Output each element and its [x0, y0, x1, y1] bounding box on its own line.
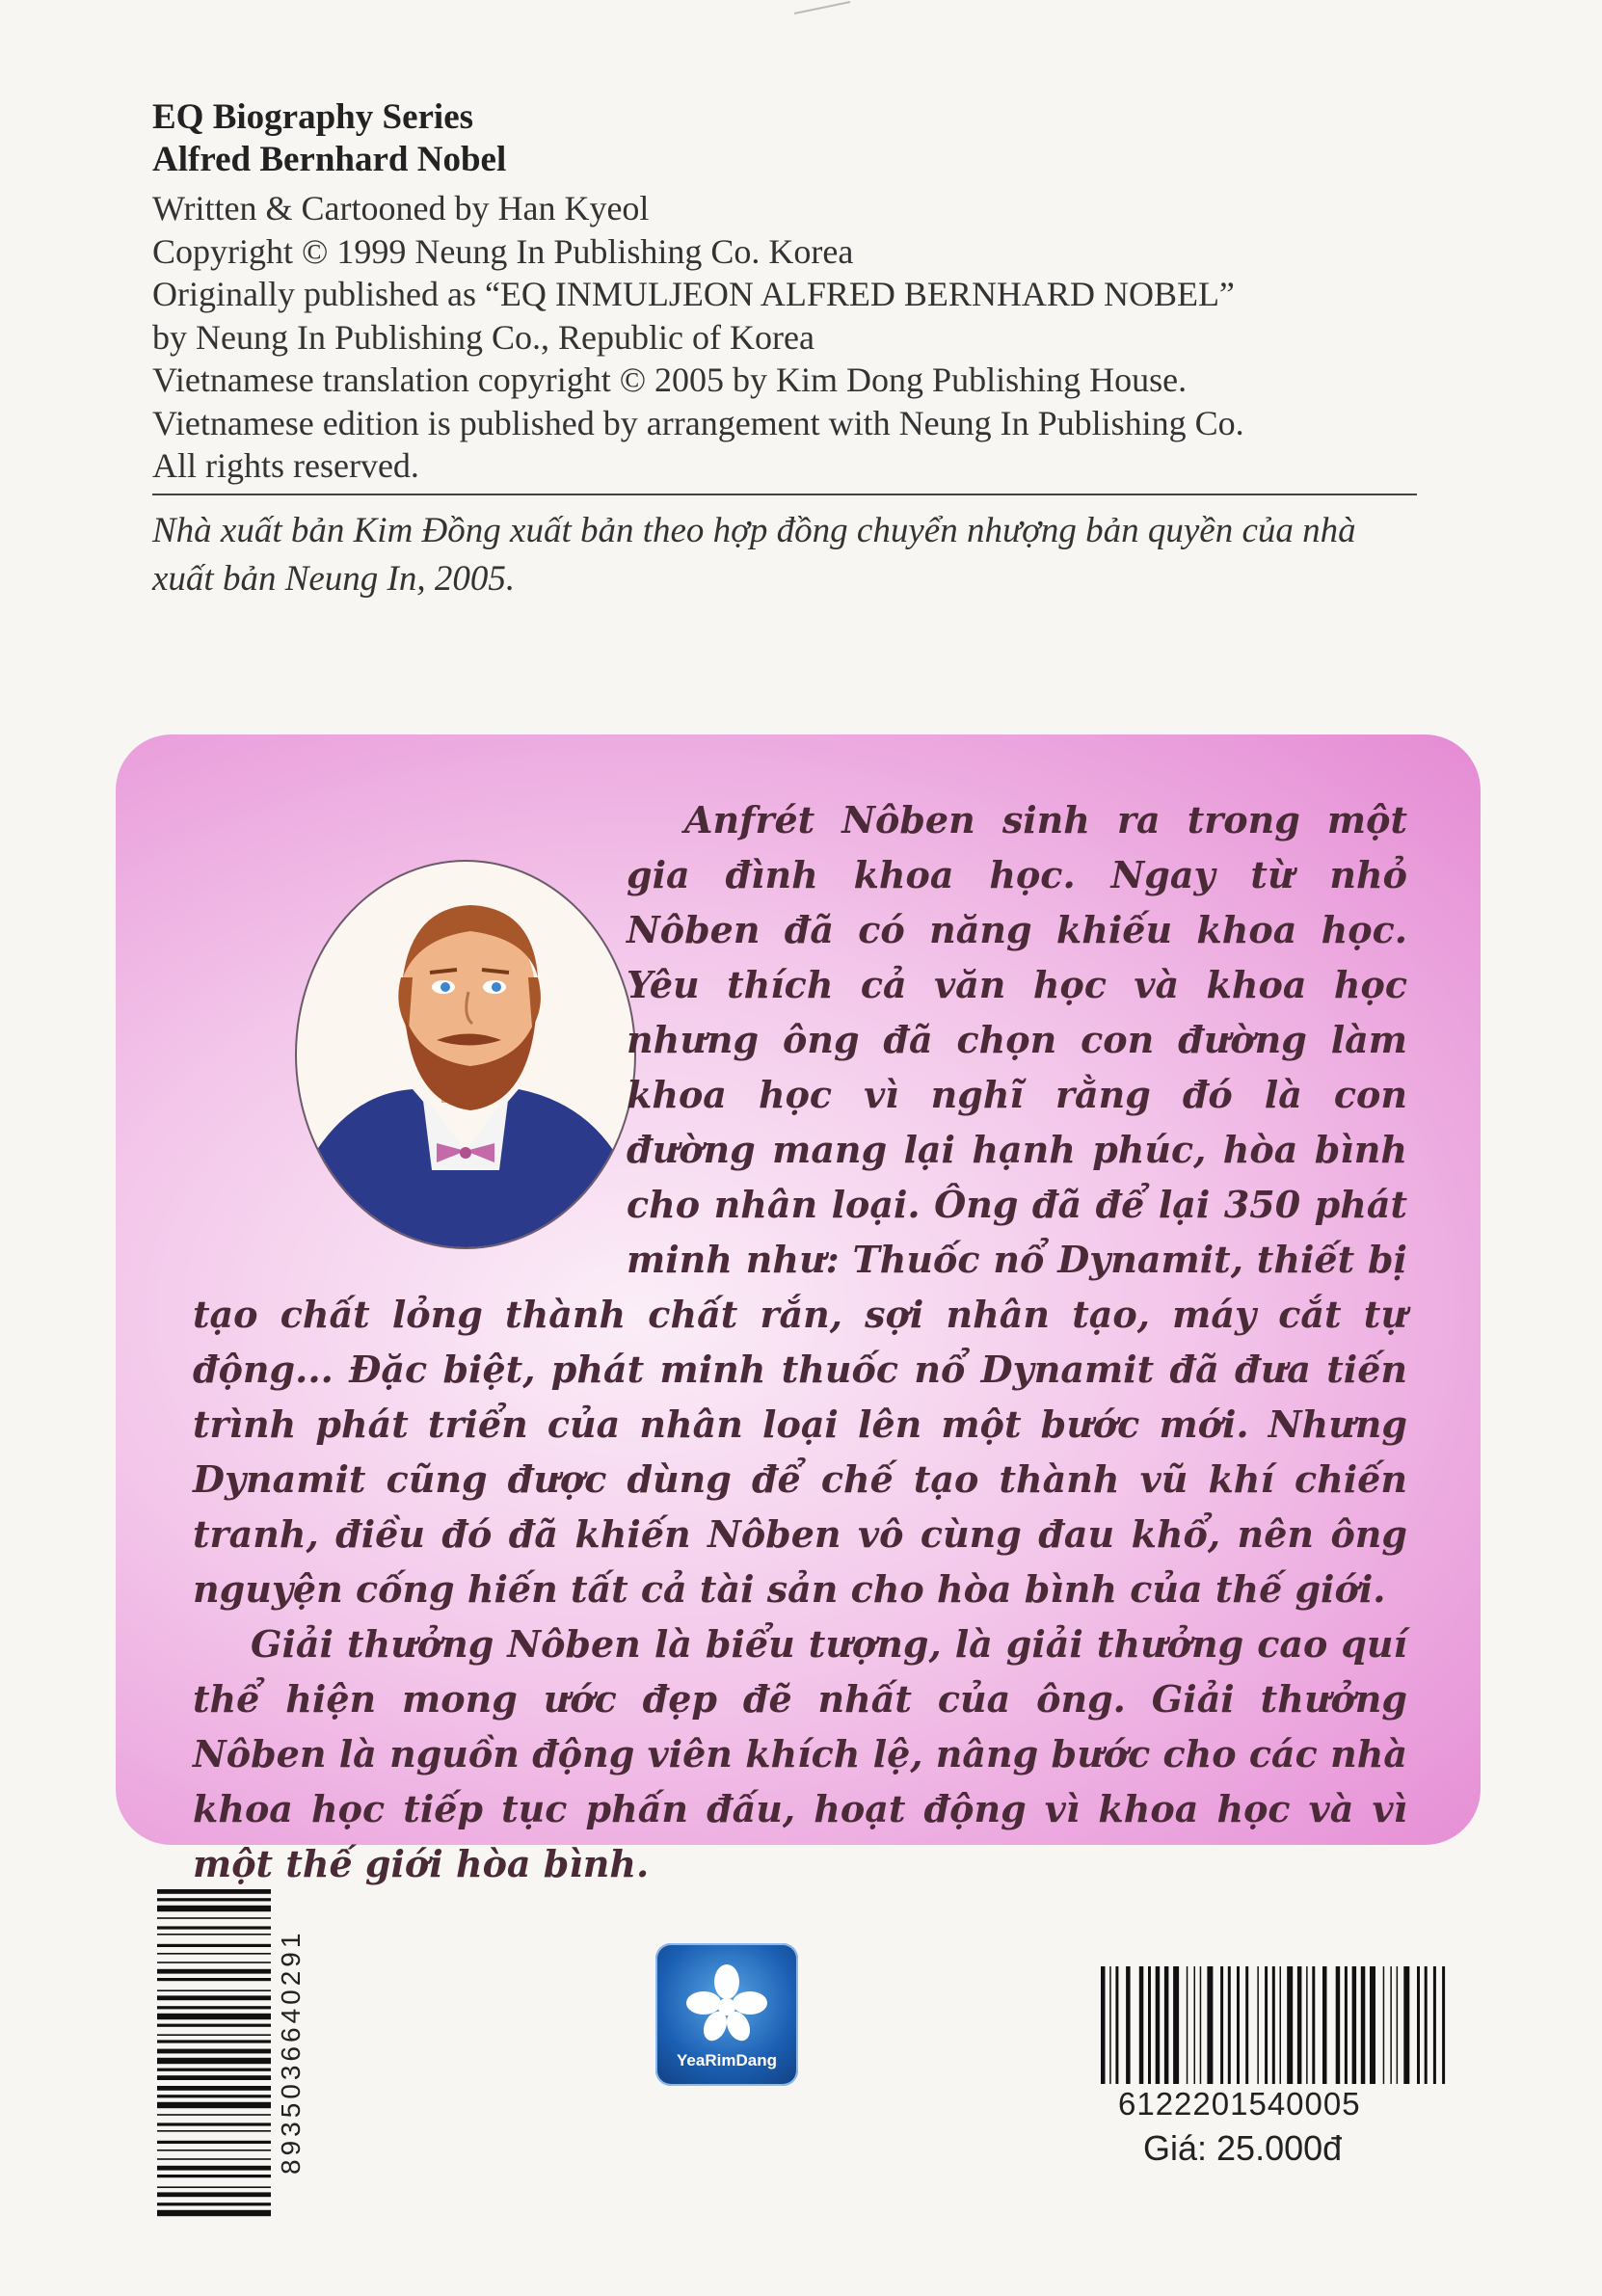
- corner-scratch-mark: [792, 0, 860, 19]
- credit-line: Written & Cartooned by Han Kyeol: [152, 189, 650, 227]
- yearimdang-logo: [655, 1943, 798, 2086]
- credit-line: All rights reserved.: [152, 446, 419, 485]
- biography-panel: [116, 734, 1481, 1885]
- portrait-text-wrap-spacer: [193, 792, 627, 1255]
- price-label: Giá: 25.000đ: [1143, 2128, 1343, 2168]
- credit-line: by Neung In Publishing Co., Republic of Korea: [152, 317, 814, 357]
- credit-line: Originally published as “EQ INMULJEON ALFRED BERNHARD NOBEL”: [152, 275, 1235, 313]
- product-barcode-number: 6122201540005: [1118, 2086, 1361, 2122]
- isbn-barcode-number: 8935036640291: [276, 1929, 306, 2176]
- credit-line: Copyright © 1999 Neung In Publishing Co. Korea: [152, 231, 854, 271]
- divider-rule: [152, 494, 1417, 495]
- series-name: EQ Biography Series: [152, 97, 474, 137]
- book-title: Alfred Bernhard Nobel: [152, 140, 507, 179]
- credits-block: [152, 96, 1425, 488]
- biography-text: [193, 792, 1407, 1891]
- credit-lines: [152, 187, 1425, 488]
- product-barcode: [1099, 1966, 1455, 2084]
- isbn-barcode: [157, 1887, 271, 2217]
- biography-paragraph-2: Giải thưởng Nôben là biểu tượng, là giải thưởng cao quí thể hiện mong ước đẹp đẽ nhất của ông. Giải thưởng Nôben là nguồn động viên khích lệ, nâng bước cho các nhà khoa học tiếp tục phấn đấu, hoạt động vì khoa học và vì một thế giới hòa bình.: [193, 1622, 1407, 1885]
- logo-wordmark: YeaRimDang: [677, 2051, 777, 2069]
- biography-paragraph-1: Anfrét Nôben sinh ra trong một gia đình khoa học. Ngay từ nhỏ Nôben đã có năng khiếu khoa học. Yêu thích cả văn học và khoa học nhưng ông đã chọn con đường làm khoa học vì nghĩ rằng đó là con đường mang lại hạnh phúc, hòa bình cho nhân loại. Ông đã để lại 350 phát minh như: Thuốc nổ Dynamit, thiết bị tạo chất lỏng thành chất rắn, sợi nhân tạo, máy cắt tự động... Đặc biệt, phát minh thuốc nổ Dynamit đã đưa tiến trình phát triển của nhân loại lên một bước mới. Nhưng Dynamit cũng được dùng để chế tạo thành vũ khí chiến tranh, điều đó đã khiến Nôben vô cùng đau khổ, nên ông nguyện cống hiến tất cả tài sản cho hòa bình của thế giới.: [193, 798, 1407, 1611]
- credit-line: Vietnamese translation copyright © 2005 by Kim Dong Publishing House.: [152, 360, 1188, 399]
- vietnamese-publishing-note: Nhà xuất bản Kim Đồng xuất bản theo hợp đồng chuyển nhượng bản quyền của nhà xuất bản Neung In, 2005.: [152, 511, 1356, 599]
- credit-line: Vietnamese edition is published by arrangement with Neung In Publishing Co.: [152, 403, 1244, 442]
